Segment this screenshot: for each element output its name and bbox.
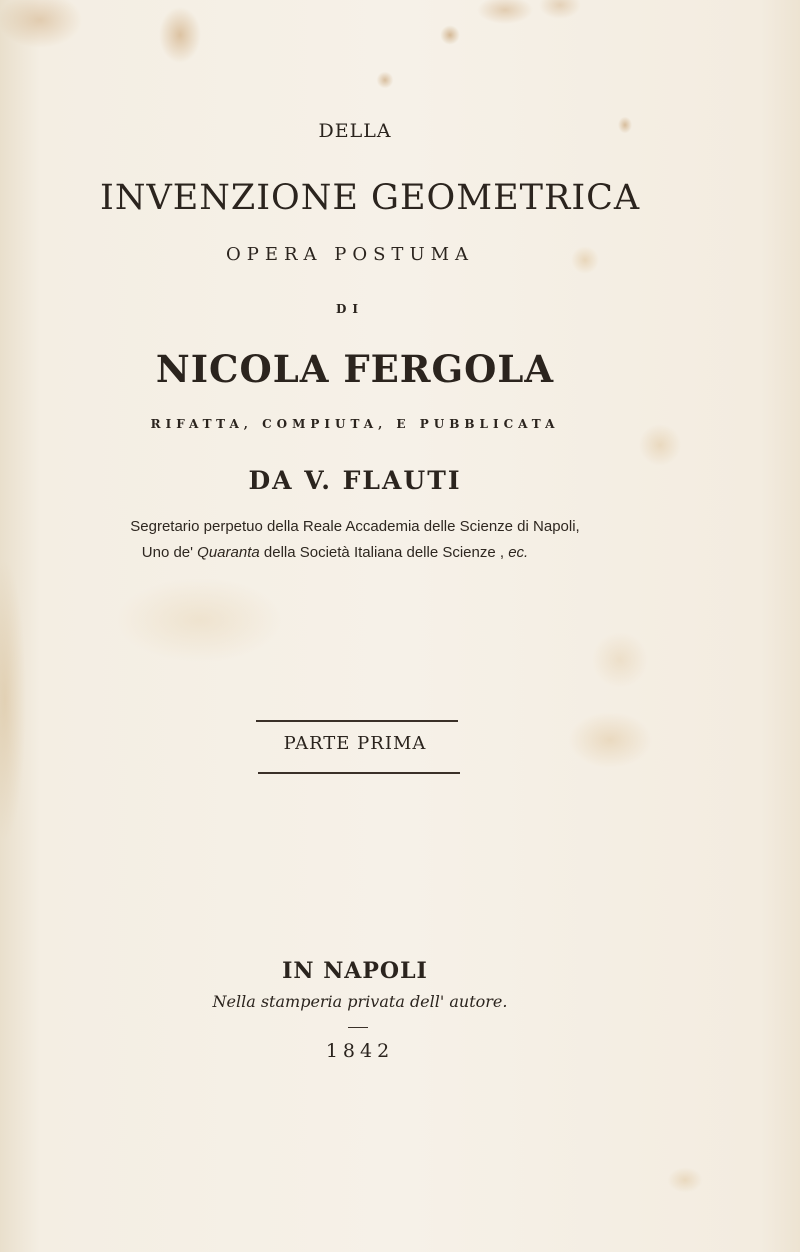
editor-credential-line-1: Segretario perpetuo della Reale Accademia delle Scienze di Napoli, (130, 518, 580, 535)
by-word: DI (335, 302, 365, 316)
edition-note: RIFATTA, COMPIUTA, E PUBBLICATA (150, 417, 560, 431)
part-label: PARTE PRIMA (283, 733, 427, 754)
credential-text-a: Uno de' (141, 544, 198, 561)
editor-credential-line-2 (95, 544, 575, 561)
credential-italic-ec: ec. (508, 544, 529, 561)
part-rule-top (256, 720, 458, 722)
printer-note: Nella stamperia privata dell' autore. (212, 992, 508, 1011)
title-prefix: DELLA (318, 120, 392, 142)
book-title: INVENZIONE GEOMETRICA (100, 178, 641, 218)
publication-city: IN NAPOLI (282, 958, 428, 984)
editor-name: DA V. FLAUTI (248, 466, 462, 495)
author-name: NICOLA FERGOLA (155, 347, 555, 391)
part-rule-bottom (258, 772, 460, 774)
year-rule (348, 1027, 368, 1028)
credential-text-b: della Società Italiana delle Scienze , (259, 544, 509, 561)
credential-italic-quaranta: Quaranta (197, 544, 260, 561)
book-subtitle: OPERA POSTUMA (225, 244, 475, 265)
publication-year: 1842 (325, 1040, 395, 1062)
